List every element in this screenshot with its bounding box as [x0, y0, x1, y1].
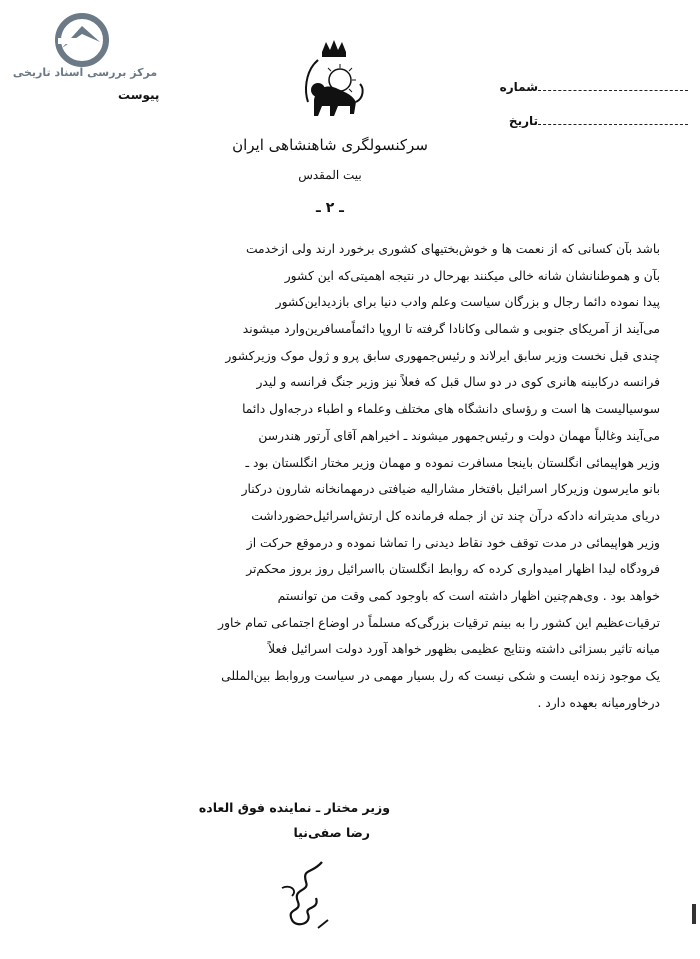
body-line: بآن و هموطنانشان شانه خالی میکنند بهرحال در نتیجه اهمیتی‌که این کشور	[284, 268, 660, 283]
body-line: خواهد بود . وی‌هم‌چنین اظهار داشته است که باوجود کمی وقت من توانستم	[277, 588, 660, 603]
signature-block	[170, 800, 390, 840]
lion-and-sun-emblem-icon	[296, 38, 372, 126]
number-field	[496, 78, 688, 94]
body-line: پیدا نموده دائما رجال و بزرگان سیاست وعلم وادب دنیا برای بازدیداین‌کشور	[275, 295, 660, 310]
body-line: ترقیات‌عظیم این کشور را به بینم ترقیات بزرگی‌که مسلماً در اوضاع اجتماعی تمام خاور	[218, 615, 660, 630]
page-number: ـ ۲ ـ	[316, 200, 344, 216]
body-line: وزیر هواپیمائی در مدت توقف خود نقاط دیدنی را تماشا نموده و درموقع حرکت از	[246, 535, 660, 550]
body-line: وزیر هواپیمائی انگلستان باینجا مسافرت نموده و مهمان وزیر مختار انگلستان بود ـ	[245, 455, 660, 470]
body-line: چندی قبل نخست وزیر سابق ایرلاند و رئیس‌جمهوری سابق پرو و ژول موک وزیرکشور	[225, 348, 660, 363]
body-line: دریای مدیترانه دادکه درآن چند تن از جمله فرمانده کل ارتش‌اسرائیل‌حضورداشت	[251, 508, 660, 523]
body-line: می‌آیند وغالباً مهمان دولت و رئیس‌جمهور میشوند ـ اخیراهم آقای آرتور هندرسن	[258, 428, 660, 443]
body-line: فرانسه درکابینه هانری کوی در دو سال قبل که فعلاً نیز وزیر جنگ فرانسه و لیدر	[256, 375, 660, 390]
consulate-title: سرکنسولگری شاهنشاهی ایران	[232, 136, 428, 154]
number-label: شماره	[499, 80, 538, 94]
date-field	[505, 112, 688, 128]
letter-body	[40, 236, 660, 716]
attachment-label: پیوست	[118, 88, 160, 102]
handwritten-signature	[262, 858, 352, 936]
body-line: فرودگاه لیدا اظهار امیدواری کرده که روابط انگلستان بااسرائیل روز بروز محکم‌تر	[246, 562, 660, 577]
edge-mark	[692, 904, 696, 924]
body-line: باشد بآن کسانی که از نعمت ها و خوش‌بختیهای کشوری برخورد ارند ولی ازخدمت	[245, 242, 660, 256]
consulate-city: بیت المقدس	[298, 168, 362, 182]
body-line: بانو مایرسون وزیرکار اسرائیل بافتخار مشارالیه ضیافتی درمهمانخانه شارون درکنار	[241, 482, 660, 497]
archive-name: مرکز بررسی اسناد تاریخی	[12, 66, 158, 79]
number-line	[538, 78, 688, 91]
date-line	[538, 112, 688, 125]
signatory-title: وزیر مختار ـ نماینده فوق العاده	[198, 800, 390, 815]
body-line: میانه تاثیر بسزائی داشته ونتایج عظیمی بظهور خواهد آورد دولت اسرائیل فعلاً	[268, 642, 660, 657]
body-line: درخاورمیانه بعهده دارد .	[537, 695, 660, 710]
body-line: یک موجود زنده ایست و شکی نیست که رل بسیار مهمی در سیاست وروابط بین‌المللی	[221, 669, 660, 683]
archive-logo-icon	[52, 12, 112, 68]
body-line: سوسیالیست ها است و رؤسای دانشگاه های مختلف وعلماء و اطباء درجه‌اول دائما	[242, 402, 660, 417]
signatory-name: رضا صفی‌نیا	[293, 825, 370, 840]
date-label: تاریخ	[508, 114, 538, 128]
body-line: می‌آیند از آمریکای جنوبی و شمالی وکانادا گرفته تا اروپا دائماًمسافرین‌وارد میشوند	[242, 322, 660, 337]
